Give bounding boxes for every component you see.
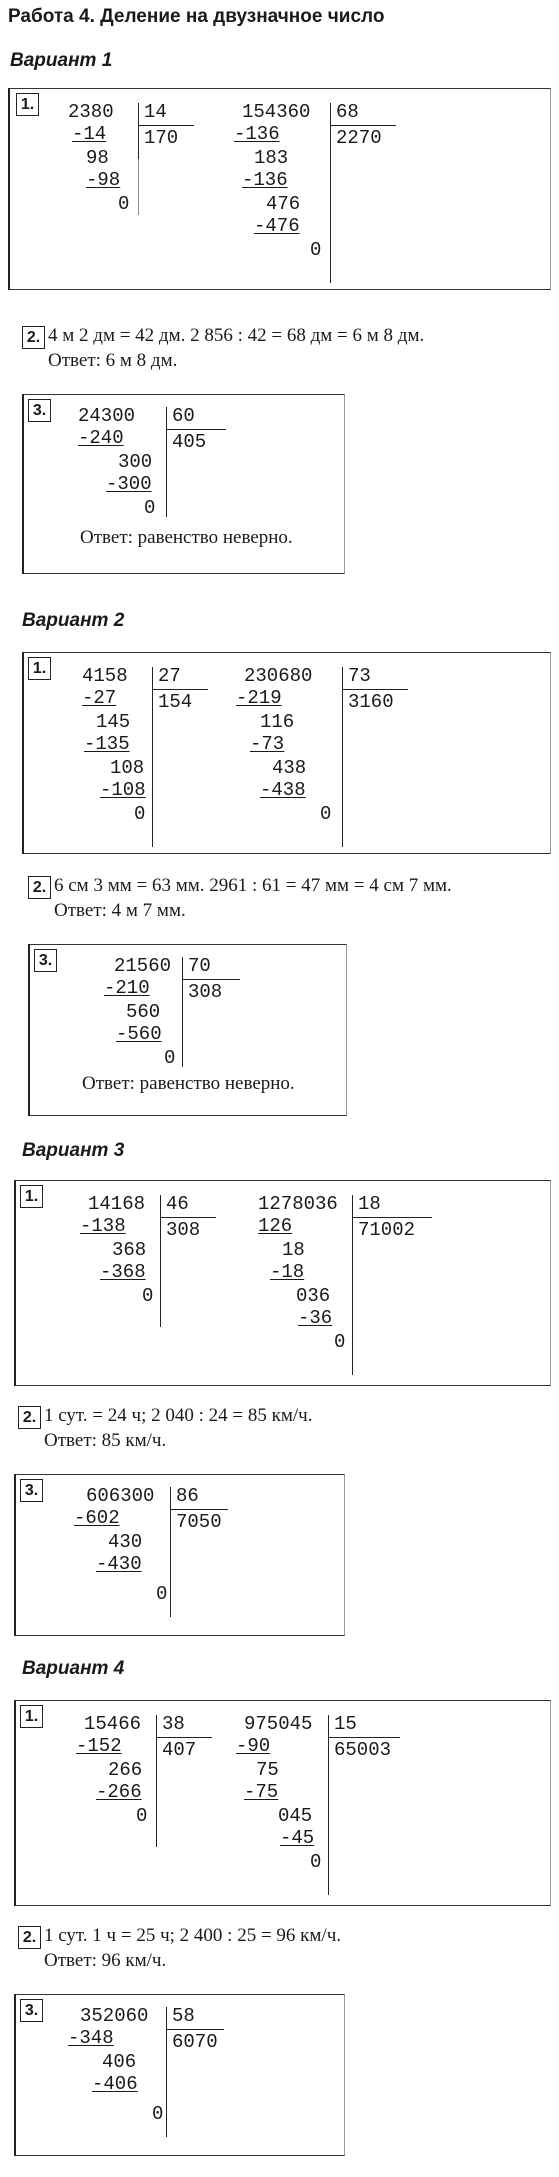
- step-subtract: -36: [298, 1307, 333, 1329]
- final-remainder: 0: [310, 1851, 322, 1873]
- step-subtract: -136: [234, 123, 280, 145]
- task-number: 3.: [34, 949, 57, 972]
- dividend: 352060: [80, 2005, 149, 2027]
- quotient: 154: [158, 691, 193, 713]
- task-number: 3.: [20, 1479, 43, 1502]
- dividend: 4158: [82, 665, 128, 687]
- dividend: 230680: [244, 665, 313, 687]
- task-3-answer: Ответ: равенство неверно.: [82, 1073, 295, 1094]
- dividend: 975045: [244, 1713, 313, 1735]
- variant-2-title: Вариант 2: [22, 610, 125, 631]
- task-2-solution: 4 м 2 дм = 42 дм. 2 856 : 42 = 68 дм = 6 м 8 дм.: [48, 325, 425, 346]
- quotient: 6070: [172, 2031, 218, 2053]
- step-remainder: 430: [108, 1531, 143, 1553]
- task-number: 1.: [16, 93, 39, 116]
- divisor: 27: [158, 665, 181, 687]
- division-bar: [352, 1195, 353, 1375]
- quotient: 71002: [358, 1219, 416, 1241]
- divisor-line: [166, 2029, 224, 2030]
- task-2-answer: Ответ: 96 км/ч.: [44, 1950, 167, 1971]
- step-remainder: 266: [108, 1759, 143, 1781]
- task-2-solution: 1 сут. = 24 ч; 2 040 : 24 = 85 км/ч.: [44, 1405, 313, 1426]
- division-bar: [170, 1487, 171, 1617]
- step-subtract: -560: [116, 1023, 162, 1045]
- step-subtract: -210: [104, 977, 150, 999]
- page-title: Работа 4. Деление на двузначное число: [8, 6, 385, 27]
- task-number: 2.: [18, 1406, 41, 1429]
- division-bar: [166, 2007, 167, 2137]
- divisor-line: [166, 429, 226, 430]
- divisor-line: [156, 1737, 212, 1738]
- step-remainder: 108: [110, 757, 145, 779]
- step-subtract: -108: [100, 779, 146, 801]
- step-subtract: -45: [280, 1827, 315, 1849]
- step-remainder: 300: [118, 451, 153, 473]
- variant-3-title: Вариант 3: [22, 1140, 125, 1161]
- step-remainder: 560: [126, 1001, 161, 1023]
- division-bar: [330, 103, 331, 283]
- task-2-solution: 1 сут. 1 ч = 25 ч; 2 400 : 25 = 96 км/ч.: [44, 1925, 341, 1946]
- divisor-line: [182, 979, 240, 980]
- variant-4-title: Вариант 4: [22, 1658, 125, 1679]
- divisor-line: [160, 1217, 216, 1218]
- step-subtract: -476: [254, 215, 300, 237]
- quotient: 308: [166, 1219, 201, 1241]
- step-remainder: 145: [96, 711, 131, 733]
- step-subtract: -75: [244, 1781, 279, 1803]
- task-number: 2.: [28, 876, 51, 899]
- dividend: 606300: [86, 1485, 155, 1507]
- step-subtract: -266: [96, 1781, 142, 1803]
- divisor: 14: [144, 101, 167, 123]
- step-remainder: 036: [296, 1285, 331, 1307]
- step-remainder: 368: [112, 1239, 147, 1261]
- step-subtract: -98: [86, 169, 121, 191]
- step-remainder: 116: [260, 711, 295, 733]
- step-remainder: 406: [102, 2051, 137, 2073]
- final-remainder: 0: [164, 1047, 176, 1069]
- step-subtract: -430: [96, 1553, 142, 1575]
- divisor-line: [170, 1509, 228, 1510]
- divisor-line: [330, 125, 396, 126]
- variant-3-task-1-box: [14, 1180, 551, 1386]
- final-remainder: 0: [156, 1583, 168, 1605]
- final-remainder: 0: [118, 193, 130, 215]
- quotient: 308: [188, 981, 223, 1003]
- dividend: 154360: [242, 101, 311, 123]
- step-subtract: -18: [270, 1261, 305, 1283]
- divisor-line: [152, 689, 208, 690]
- divisor: 86: [176, 1485, 199, 1507]
- final-remainder: 0: [142, 1285, 154, 1307]
- variant-2-task-1-box: [22, 652, 551, 854]
- divisor: 46: [166, 1193, 189, 1215]
- final-remainder: 0: [144, 497, 156, 519]
- step-subtract: -438: [260, 779, 306, 801]
- variant-1-title: Вариант 1: [10, 50, 113, 71]
- task-2-answer: Ответ: 85 км/ч.: [44, 1430, 167, 1451]
- step-subtract: -406: [92, 2073, 138, 2095]
- step-remainder: 75: [256, 1759, 279, 1781]
- step-subtract: -138: [80, 1215, 126, 1237]
- step-subtract: -300: [106, 473, 152, 495]
- step-subtract: -602: [74, 1507, 120, 1529]
- divisor: 70: [188, 955, 211, 977]
- step-subtract: -135: [84, 733, 130, 755]
- step-remainder: 183: [254, 147, 289, 169]
- task-number: 2.: [22, 326, 45, 349]
- quotient: 170: [144, 127, 179, 149]
- step-subtract: -136: [242, 169, 288, 191]
- step-subtract: -368: [100, 1261, 146, 1283]
- final-remainder: 0: [310, 239, 322, 261]
- final-remainder: 0: [136, 1805, 148, 1827]
- final-remainder: 0: [334, 1331, 346, 1353]
- variant-4-task-3-box: [14, 1994, 345, 2156]
- division-bar: [152, 667, 153, 847]
- division-bar: [328, 1715, 329, 1895]
- step-subtract: -219: [236, 687, 282, 709]
- quotient: 7050: [176, 1511, 222, 1533]
- quotient: 2270: [336, 127, 382, 149]
- task-number: 1.: [28, 657, 51, 680]
- divisor-line: [138, 125, 194, 126]
- quotient: 3160: [348, 691, 394, 713]
- divisor: 58: [172, 2005, 195, 2027]
- step-remainder: 438: [272, 757, 307, 779]
- dividend: 24300: [78, 405, 136, 427]
- task-number: 2.: [18, 1926, 41, 1949]
- quotient: 405: [172, 431, 207, 453]
- divisor: 73: [348, 665, 371, 687]
- task-number: 1.: [20, 1705, 43, 1728]
- task-number: 3.: [28, 399, 51, 422]
- step-subtract: -27: [82, 687, 117, 709]
- final-remainder: 0: [152, 2103, 164, 2125]
- step-remainder: 045: [278, 1805, 313, 1827]
- step-subtract: -90: [236, 1735, 271, 1757]
- divisor: 38: [162, 1713, 185, 1735]
- quotient: 407: [162, 1739, 197, 1761]
- task-2-answer: Ответ: 4 м 7 мм.: [54, 900, 186, 921]
- division-bar: [342, 667, 343, 847]
- dividend: 14168: [88, 1193, 146, 1215]
- divisor-line: [352, 1217, 432, 1218]
- step-remainder: 476: [266, 193, 301, 215]
- division-bar: [156, 1715, 157, 1847]
- step-subtract: -348: [68, 2027, 114, 2049]
- step-subtract: -152: [76, 1735, 122, 1757]
- divisor: 60: [172, 405, 195, 427]
- quotient: 65003: [334, 1739, 392, 1761]
- step-subtract: -73: [250, 733, 285, 755]
- step-subtract: -14: [72, 123, 107, 145]
- dividend: 2380: [68, 101, 114, 123]
- variant-4-task-1-box: [14, 1700, 551, 1906]
- task-2-solution: 6 см 3 мм = 63 мм. 2961 : 61 = 47 мм = 4 см 7 мм.: [54, 875, 452, 896]
- division-bar: [160, 1195, 161, 1327]
- variant-2-task-3-box: [28, 944, 347, 1116]
- final-remainder: 0: [134, 803, 146, 825]
- divisor-line: [328, 1737, 400, 1738]
- variant-1-task-1-box: [8, 88, 551, 290]
- step-remainder: 18: [282, 1239, 305, 1261]
- step-subtract: 126: [258, 1215, 293, 1237]
- division-bar: [166, 407, 167, 517]
- variant-1-task-3-box: [22, 394, 345, 574]
- task-3-answer: Ответ: равенство неверно.: [80, 527, 293, 548]
- dividend: 21560: [114, 955, 172, 977]
- step-subtract: -240: [78, 427, 124, 449]
- divisor: 68: [336, 101, 359, 123]
- step-remainder: 98: [86, 147, 109, 169]
- task-2-answer: Ответ: 6 м 8 дм.: [48, 350, 178, 371]
- dividend: 15466: [84, 1713, 142, 1735]
- final-remainder: 0: [320, 803, 332, 825]
- bar-extension: [138, 159, 139, 215]
- divisor-line: [342, 689, 408, 690]
- dividend: 1278036: [258, 1193, 338, 1215]
- variant-3-task-3-box: [14, 1474, 345, 1636]
- divisor: 15: [334, 1713, 357, 1735]
- task-number: 1.: [20, 1185, 43, 1208]
- task-number: 3.: [20, 1999, 43, 2022]
- divisor: 18: [358, 1193, 381, 1215]
- division-bar: [182, 957, 183, 1067]
- division-bar: [138, 103, 139, 159]
